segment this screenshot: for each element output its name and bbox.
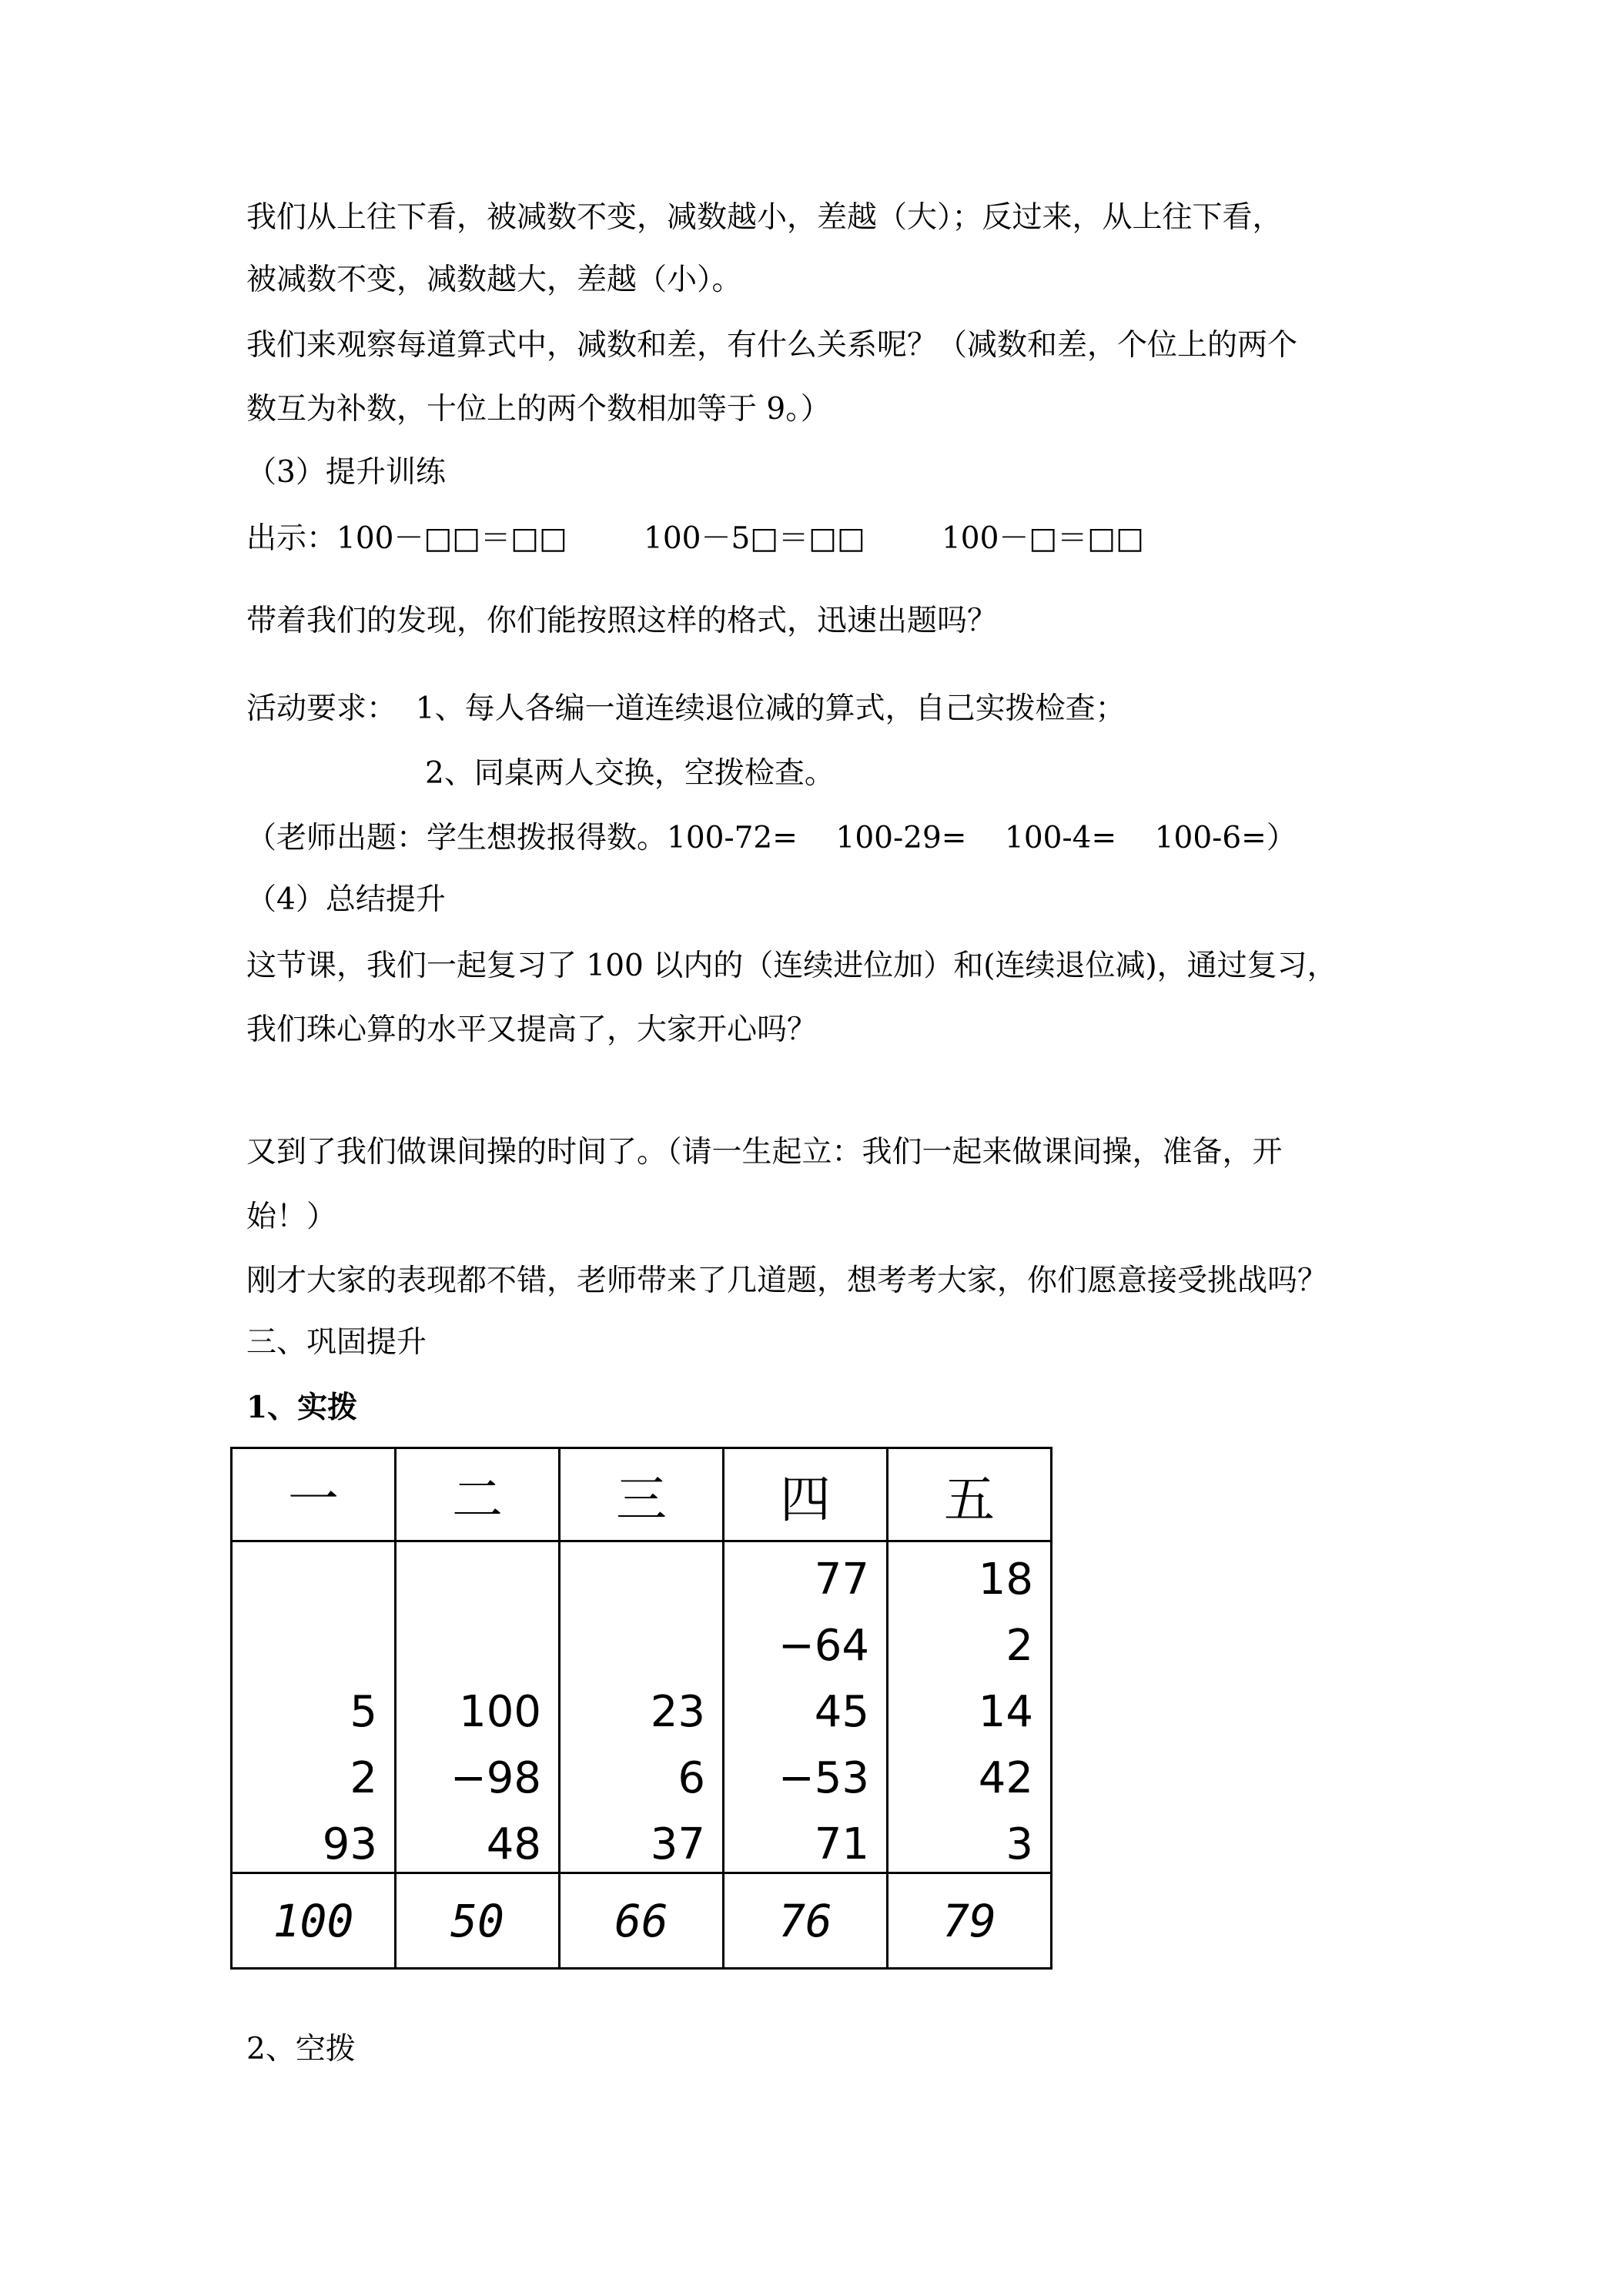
operand (233, 1613, 377, 1679)
paragraph-line: 2、同桌两人交换，空拨检查。 (425, 756, 835, 791)
paragraph-line: 我们来观察每道算式中，减数和差，有什么关系呢？（减数和差，个位上的两个 (246, 328, 1298, 363)
answer-cell: 66 (560, 1873, 724, 1969)
abacus-practice-table (230, 1447, 1052, 1970)
operand: −64 (778, 1621, 869, 1671)
operand: 42 (978, 1753, 1033, 1803)
paragraph-line: 又到了我们做课间操的时间了。（请一生起立：我们一起来做课间操，准备，开 (246, 1135, 1283, 1170)
paragraph-line: 活动要求： 1、每人各编一道连续退位减的算式，自己实拨检查； (246, 691, 1126, 726)
section-heading: （3）提升训练 (246, 455, 446, 490)
section-heading: （4）总结提升 (246, 882, 446, 917)
paragraph-line: 被减数不变，减数越大，差越（小）。 (246, 263, 742, 297)
problem-cell (724, 1541, 888, 1873)
operand: 6 (678, 1753, 705, 1803)
paragraph-line: 出示：100－□□＝□□ 100－5□＝□□ 100－□＝□□ (246, 521, 1144, 556)
operand: 93 (322, 1819, 377, 1869)
operand: 37 (650, 1819, 705, 1869)
problem-cell (396, 1541, 560, 1873)
operand: −98 (450, 1753, 541, 1803)
problem-cell (560, 1541, 724, 1873)
paragraph-line: 我们珠心算的水平又提高了，大家开心吗？ (246, 1012, 818, 1047)
column-header: 一 (232, 1448, 396, 1541)
answer-cell: 79 (888, 1873, 1052, 1969)
answer-cell: 76 (724, 1873, 888, 1969)
answer-cell: 50 (396, 1873, 560, 1969)
operand (397, 1547, 541, 1613)
problem-cell (888, 1541, 1052, 1873)
operand: 5 (350, 1687, 377, 1737)
paragraph-line: （老师出题：学生想拨报得数。100-72= 100-29= 100-4= 100-6=） (246, 821, 1297, 855)
column-header: 二 (396, 1448, 560, 1541)
operand: 18 (978, 1555, 1033, 1605)
paragraph-line: 数互为补数，十位上的两个数相加等于 9。） (246, 392, 831, 427)
operand: 23 (650, 1687, 705, 1737)
operand: 45 (814, 1687, 869, 1737)
operand: 3 (1006, 1819, 1033, 1869)
column-header: 四 (724, 1448, 888, 1541)
table-row (232, 1541, 1052, 1873)
section-heading: 三、巩固提升 (246, 1325, 427, 1360)
subsection-heading: 2、空拨 (246, 2032, 356, 2067)
operand: 77 (814, 1555, 869, 1605)
operand (397, 1613, 541, 1679)
problem-cell (232, 1541, 396, 1873)
table-header-row (232, 1448, 1052, 1541)
operand: −53 (778, 1753, 869, 1803)
operand (561, 1613, 705, 1679)
operand: 48 (486, 1819, 541, 1869)
column-header: 五 (888, 1448, 1052, 1541)
answer-row (232, 1873, 1052, 1969)
paragraph-line: 我们从上往下看，被减数不变，减数越小，差越（大）；反过来，从上往下看， (246, 200, 1283, 235)
column-header: 三 (560, 1448, 724, 1541)
operand (233, 1547, 377, 1613)
paragraph-line: 始！） (246, 1200, 337, 1234)
operand: 71 (814, 1819, 869, 1869)
operand: 2 (350, 1753, 377, 1803)
operand: 100 (459, 1687, 541, 1737)
paragraph-line: 带着我们的发现，你们能按照这样的格式，迅速出题吗？ (246, 604, 998, 638)
paragraph-line: 刚才大家的表现都不错，老师带来了几道题，想考考大家，你们愿意接受挑战吗？ (246, 1263, 1328, 1298)
answer-cell: 100 (232, 1873, 396, 1969)
subsection-heading: 1、实拨 (246, 1390, 358, 1425)
paragraph-line: 这节课，我们一起复习了 100 以内的（连续进位加）和(连续退位减)，通过复习， (246, 949, 1337, 983)
operand (561, 1547, 705, 1613)
operand: 14 (978, 1687, 1033, 1737)
operand: 2 (1006, 1621, 1033, 1671)
